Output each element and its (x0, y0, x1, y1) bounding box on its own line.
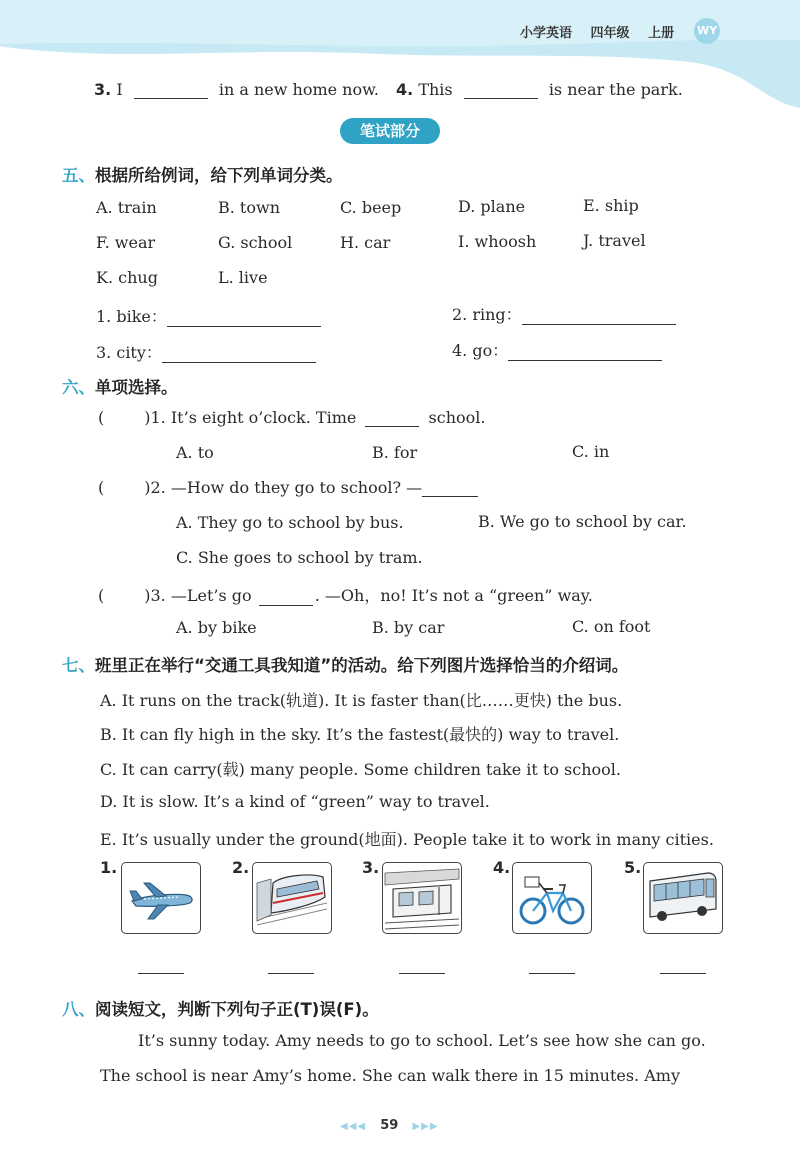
header-volume: 上册 (648, 26, 675, 41)
picture-answer-line[interactable] (529, 973, 575, 974)
classify-answer-field[interactable] (522, 310, 676, 325)
section-5-title (62, 162, 343, 186)
picture-number: 1. (100, 858, 118, 877)
choice-a: A. by bike (176, 618, 257, 637)
word-option: J. travel (583, 231, 646, 250)
answer-blank[interactable] (464, 84, 538, 99)
description-option: B. It can fly high in the sky. It’s the fastest(最快的) way to travel. (100, 725, 620, 744)
classify-row-4 (452, 338, 662, 361)
picture-answer-line[interactable] (399, 973, 445, 974)
subway-icon (382, 862, 462, 934)
word-option: L. live (218, 268, 268, 287)
question-number: )2. (144, 478, 166, 497)
answer-blank[interactable] (422, 482, 478, 497)
bus-icon (643, 862, 723, 934)
picture-answer-line[interactable] (660, 973, 706, 974)
footer-left-arrows: ◀◀◀ (340, 1121, 367, 1132)
reading-passage-line: The school is near Amy’s home. She can walk there in 15 minutes. Amy (100, 1066, 680, 1085)
word-option: D. plane (458, 197, 526, 216)
choice-b: B. by car (372, 618, 445, 637)
header-book: 小学英语 (520, 26, 573, 41)
choice-c: C. She goes to school by tram. (176, 548, 423, 567)
answer-blank[interactable] (134, 84, 208, 99)
choice-a: A. to (176, 443, 214, 462)
classify-row-1 (96, 304, 321, 327)
item-text: I (116, 80, 123, 99)
top-item-4 (396, 80, 683, 99)
airplane-icon (121, 862, 201, 934)
classify-row-2 (452, 302, 676, 325)
page-number: 59 (380, 1118, 399, 1133)
description-option: A. It runs on the track(轨道). It is faster than(比……更快) the bus. (100, 691, 623, 710)
choice-c: C. on foot (572, 617, 651, 636)
section-6-title (62, 374, 178, 398)
question-3 (98, 583, 593, 606)
item-text: in a new home now. (218, 80, 379, 99)
question-text: —How do they go to school? — (170, 478, 423, 497)
classify-prompt: 2. ring： (452, 305, 522, 324)
picture-answer-line[interactable] (268, 973, 314, 974)
answer-blank[interactable] (259, 591, 313, 606)
section-number: 五、 (62, 166, 95, 185)
classify-row-3 (96, 340, 316, 363)
reading-passage-line: It’s sunny today. Amy needs to go to school. Let’s see how she can go. (138, 1031, 706, 1050)
banner-text: 笔试部分 (359, 122, 420, 140)
section-heading: 单项选择。 (95, 378, 178, 397)
footer-right-arrows: ▶▶▶ (412, 1121, 439, 1132)
question-text: —Let’s go (170, 586, 252, 605)
word-option: E. ship (583, 196, 639, 215)
section-heading: 阅读短文，判断下列句子正(T)误(F)。 (95, 1000, 379, 1019)
word-option: H. car (340, 233, 391, 252)
page-footer (340, 1118, 439, 1133)
item-num: 4. (396, 80, 414, 99)
question-text: school. (428, 408, 486, 427)
answer-paren-open[interactable]: ( (98, 586, 105, 605)
picture-number: 4. (493, 858, 511, 877)
classify-prompt: 1. bike： (96, 307, 167, 326)
description-option: E. It’s usually under the ground(地面). People take it to work in many cities. (100, 830, 714, 849)
word-option: B. town (218, 198, 280, 217)
picture-number: 3. (362, 858, 380, 877)
header-bar (520, 22, 674, 41)
section-heading: 班里正在举行“交通工具我知道”的活动。给下列图片选择恰当的介绍词。 (95, 656, 629, 675)
classify-prompt: 3. city： (96, 343, 162, 362)
classify-prompt: 4. go： (452, 341, 509, 360)
section-heading: 根据所给例词，给下列单词分类。 (95, 166, 343, 185)
classify-answer-field[interactable] (167, 312, 321, 327)
section-number: 七、 (62, 656, 95, 675)
top-item-3 (94, 80, 379, 99)
section-number: 六、 (62, 378, 95, 397)
header-grade: 四年级 (590, 26, 630, 41)
question-2 (98, 478, 478, 497)
question-text: . —Oh，no! It’s not a “green” way. (314, 586, 593, 605)
item-text: This (418, 80, 453, 99)
answer-paren-open[interactable]: ( (98, 478, 105, 497)
header-badge (694, 18, 720, 44)
word-option: A. train (96, 198, 157, 217)
question-text: It’s eight o’clock. Time (170, 408, 357, 427)
classify-answer-field[interactable] (162, 348, 316, 363)
section-7-title (62, 652, 628, 676)
question-number: )1. (144, 408, 166, 427)
section-8-title (62, 996, 379, 1020)
word-option: K. chug (96, 268, 158, 287)
picture-number: 2. (232, 858, 250, 877)
item-text: is near the park. (548, 80, 683, 99)
word-option: C. beep (340, 198, 402, 217)
item-num: 3. (94, 80, 112, 99)
description-option: C. It can carry(载) many people. Some children take it to school. (100, 760, 621, 779)
word-option: G. school (218, 233, 293, 252)
answer-paren-open[interactable]: ( (98, 408, 105, 427)
choice-b: B. for (372, 443, 418, 462)
picture-answer-line[interactable] (138, 973, 184, 974)
choice-a: A. They go to school by bus. (176, 513, 404, 532)
header-badge-text: WY (696, 24, 718, 37)
classify-answer-field[interactable] (508, 346, 662, 361)
description-option: D. It is slow. It’s a kind of “green” way to travel. (100, 792, 490, 811)
written-section-banner (340, 118, 440, 144)
answer-blank[interactable] (365, 412, 419, 427)
word-option: I. whoosh (458, 232, 537, 251)
bicycle-icon (512, 862, 592, 934)
question-1 (98, 408, 485, 427)
word-option: F. wear (96, 233, 156, 252)
question-number: )3. (144, 586, 166, 605)
section-number: 八、 (62, 1000, 95, 1019)
train-icon (252, 862, 332, 934)
choice-c: C. in (572, 442, 610, 461)
picture-number: 5. (624, 858, 642, 877)
choice-b: B. We go to school by car. (478, 512, 687, 531)
